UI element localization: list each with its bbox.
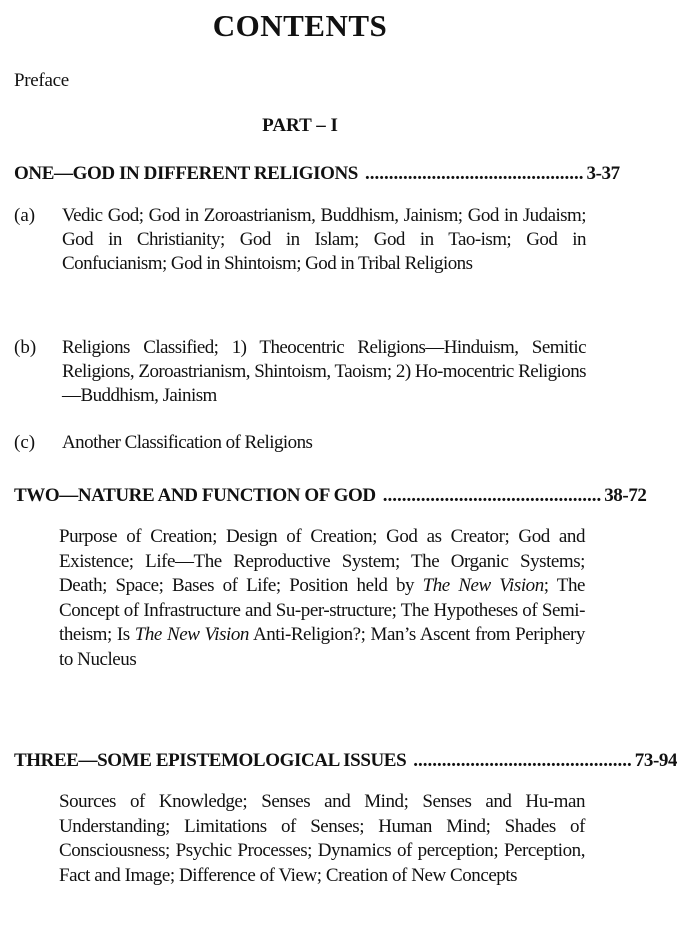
entry-text: Vedic God; God in Zoroastrianism, Buddhism, Jainism; God in Judaism; God in Christianity; God in Islam; God in Tao-ism; God in Confucianism; God in Shintoism; God in Tribal Religions [62, 205, 586, 274]
chapter-three-heading [14, 750, 677, 772]
description-text: Sources of Knowledge; Senses and Mind; Senses and Hu-man Understanding; Limitations of Senses; Human Mind; Shades of Consciousness; Psychic Processes; Dynamics of perception; Perception, Fact and Image; Difference of View; Creation of New Concepts [59, 791, 585, 886]
part-heading: PART – I [262, 115, 338, 136]
dot-leader: .............................................. [413, 750, 632, 771]
chapter-one-entry-b [14, 336, 586, 408]
chapter-title: ONE—GOD IN DIFFERENT RELIGIONS [14, 163, 358, 184]
chapter-title: TWO—NATURE AND FUNCTION OF GOD [14, 485, 376, 506]
italic-title: The New Vision [134, 624, 249, 645]
page-range: 3-37 [586, 163, 620, 184]
preface-entry: Preface [14, 70, 69, 91]
italic-title: The New Vision [422, 575, 544, 596]
entry-text: Religions Classified; 1) Theocentric Religions—Hinduism, Semitic Religions, Zoroastrianism, Shintoism, Taoism; 2) Ho-mocentric Religions—Buddhism, Jainism [62, 337, 586, 406]
description-text: Anti-Religion?; Man’s Ascent from Periphery to Nucleus [59, 624, 585, 670]
dot-leader: .............................................. [382, 485, 602, 506]
chapter-one-entry-c [14, 431, 586, 455]
chapter-two-description [59, 525, 585, 672]
page-title: CONTENTS [212, 8, 388, 43]
entry-label: (b) [14, 337, 37, 358]
entry-label: (c) [14, 432, 36, 453]
chapter-three-description [59, 790, 585, 888]
entry-label: (a) [14, 205, 36, 226]
chapter-one-heading [14, 163, 620, 185]
chapter-two-heading [14, 485, 647, 507]
page-range: 38-72 [604, 485, 647, 506]
page-range: 73-94 [634, 750, 677, 771]
chapter-one-entry-a [14, 204, 586, 276]
description-text: Purpose of Creation; Design of Creation; God as Creator; God and Existence; Life—The Reproductive System; The Organic Systems; Death; Space; Bases of Life; Position held by [59, 526, 585, 596]
description-text: ; The Concept of Infrastructure and Su-per-structure; The Hypotheses of Semi-theism; Is [59, 575, 585, 645]
chapter-title: THREE—SOME EPISTEMOLOGICAL ISSUES [14, 750, 407, 771]
entry-text: Another Classification of Religions [62, 432, 313, 453]
dot-leader: .............................................. [364, 163, 584, 184]
